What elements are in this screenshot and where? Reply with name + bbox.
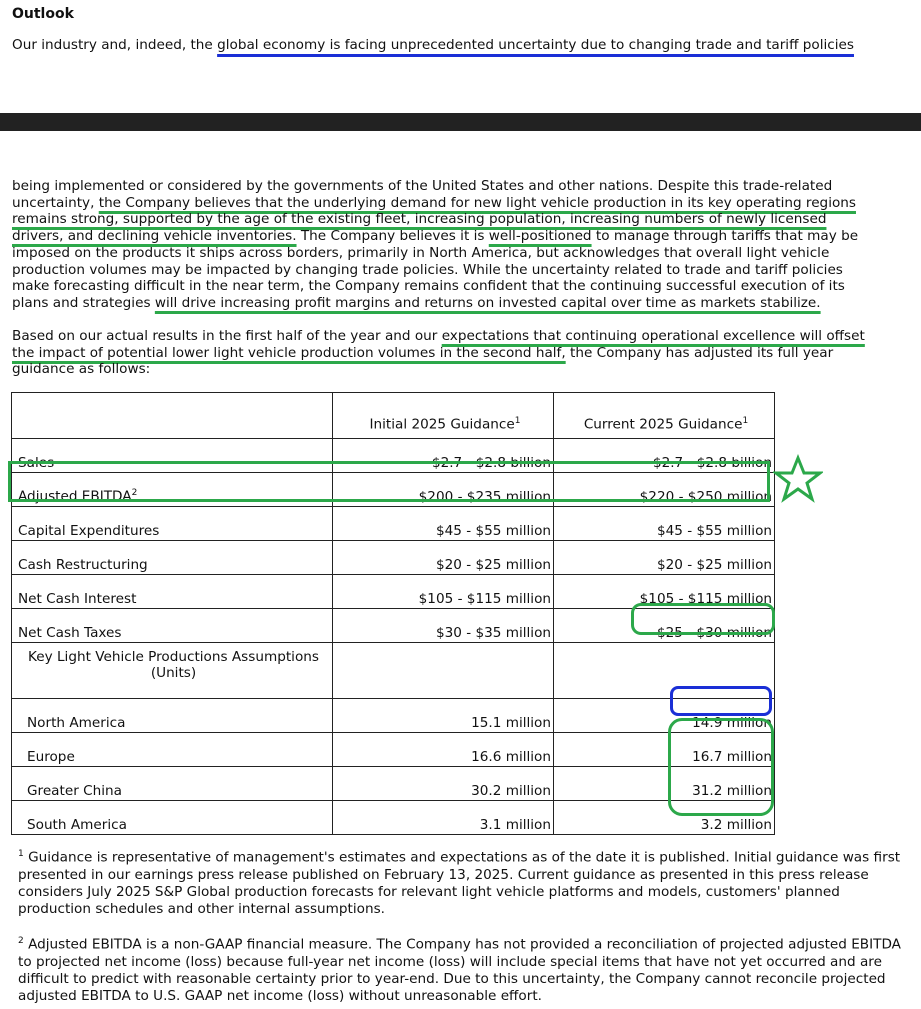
current-value: $220 - $250 million (554, 473, 775, 507)
row-label (12, 575, 333, 609)
table-header-row (12, 393, 775, 439)
label-text: Adjusted EBITDA (18, 489, 132, 505)
text-segment: uncertainty, (12, 194, 99, 211)
initial-value: 16.6 million (333, 733, 554, 767)
current-value: $20 - $25 million (554, 541, 775, 575)
text-line (12, 345, 865, 362)
text-line (12, 295, 858, 312)
highlighted-text: remains strong, supported by the age of the existing fleet, increasing population, increasing numbers of newly licensed (12, 211, 827, 228)
footnote-2 (18, 933, 913, 1005)
table-row (12, 699, 775, 733)
highlighted-text: will drive increasing profit margins and returns on invested capital over time as markets stabilize. (154, 294, 821, 311)
initial-value: $200 - $235 million (333, 473, 554, 507)
star-icon (773, 454, 823, 504)
text-segment: imposed on the products it ships across borders, primarily in North America, but acknowledges that overall light vehicle (12, 244, 830, 261)
text-line (12, 228, 858, 245)
footnote-ref: 1 (514, 416, 521, 427)
header-blank (12, 393, 333, 439)
text-segment: guidance as follows: (12, 361, 151, 378)
current-value: $25 - $30 million (554, 609, 775, 643)
table-row (12, 767, 775, 801)
header-text: Current 2025 Guidance (583, 417, 743, 433)
label-text: Greater China (27, 783, 122, 799)
table-row (12, 541, 775, 575)
section-title: Outlook (12, 6, 74, 22)
page-divider-bar (0, 113, 921, 131)
table-row (12, 801, 775, 835)
row-label (12, 801, 333, 835)
text-line (12, 278, 858, 295)
initial-value: $2.7 - $2.8 billion (333, 439, 554, 473)
initial-value: 30.2 million (333, 767, 554, 801)
highlighted-text: well-positioned (488, 228, 592, 245)
highlighted-text: the impact of potential lower light vehicle production volumes in the second half, (12, 344, 566, 361)
text-line (12, 361, 865, 378)
current-value: 31.2 million (554, 767, 775, 801)
key-assumptions-row (12, 643, 775, 699)
highlighted-text: the Company believes that the underlying demand for new light vehicle production in its key operating regions (98, 194, 856, 211)
text-line (12, 178, 858, 195)
guidance-paragraph (12, 328, 865, 378)
header-text: Initial 2025 Guidance (369, 417, 515, 433)
footnote-text: Adjusted EBITDA is a non-GAAP financial measure. The Company has not provided a reconciliation of projected adjusted EBITDA to projected net income (loss) because full-year net income (loss) will include special items that have not yet occurred and are difficult to predict with reasonable certainty prior to year-end. Due to this uncertainty, the Company cannot reconcile projected adjusted EBITDA to U.S. GAAP net income (loss) without unreasonable effort. (18, 936, 901, 1004)
label-text: South America (27, 817, 127, 833)
text-segment: Based on our actual results in the first half of the year and our (12, 328, 442, 344)
initial-value: $30 - $35 million (333, 609, 554, 643)
current-value: 14.9 million (554, 699, 775, 733)
key-label (12, 643, 333, 699)
annotation-box-regions (668, 718, 774, 816)
annotation-box-north-america (670, 686, 772, 716)
row-label (12, 507, 333, 541)
initial-value: $45 - $55 million (333, 507, 554, 541)
label-text: Net Cash Taxes (18, 625, 122, 641)
footnote-ref: 1 (742, 416, 749, 427)
row-label (12, 733, 333, 767)
highlighted-text: expectations that continuing operational excellence will offset (441, 328, 865, 344)
highlighted-text: drivers, and declining vehicle inventories. (12, 228, 297, 245)
intro-highlight: global economy is facing unprecedented uncertainty due to changing trade and tariff policies (217, 37, 854, 53)
current-value: $105 - $115 million (554, 575, 775, 609)
header-initial (333, 393, 554, 439)
label-text: Capital Expenditures (18, 523, 160, 539)
text-line (12, 328, 865, 345)
label-text: Sales (18, 455, 55, 471)
current-value: 16.7 million (554, 733, 775, 767)
initial-value: 15.1 million (333, 699, 554, 733)
outlook-paragraph (12, 178, 858, 312)
label-text: Europe (27, 749, 75, 765)
key-label-text: Key Light Vehicle Productions Assumptions (28, 649, 319, 665)
text-line (12, 262, 858, 279)
footnote-number: 1 (18, 849, 24, 859)
header-current (554, 393, 775, 439)
key-units: (Units) (150, 665, 197, 681)
label-text: Net Cash Interest (18, 591, 137, 607)
label-text: North America (27, 715, 126, 731)
initial-value: $105 - $115 million (333, 575, 554, 609)
current-value: $2.7 - $2.8 billion (554, 439, 775, 473)
label-text: Cash Restructuring (18, 557, 148, 573)
row-label (12, 609, 333, 643)
text-segment: the Company has adjusted its full year (565, 344, 834, 361)
annotation-box-ebitda (8, 461, 770, 502)
initial-value: $20 - $25 million (333, 541, 554, 575)
text-line (12, 245, 858, 262)
footnote-number: 2 (18, 936, 24, 946)
current-value: $45 - $55 million (554, 507, 775, 541)
footnote-ref: 2 (131, 488, 138, 499)
intro-plain: Our industry and, indeed, the (12, 37, 218, 53)
initial-value: 3.1 million (333, 801, 554, 835)
text-line (12, 211, 858, 228)
intro-text (12, 37, 854, 53)
row-label (12, 699, 333, 733)
row-label (12, 541, 333, 575)
text-segment: The Company believes it is (296, 228, 489, 245)
footnote-text: Guidance is representative of management's estimates and expectations as of the date it is published. Initial guidance was first presented in our earnings press release published on February 13, 2025. Current guidance as presented in this press release considers July 2025 S&P Global production forecasts for relevant light vehicle platforms and models, customers' planned production schedules and other internal assumptions. (18, 849, 901, 917)
table-row (12, 507, 775, 541)
blank-cell (333, 643, 554, 699)
annotation-box-taxes (631, 603, 775, 635)
current-value: 3.2 million (554, 801, 775, 835)
text-segment: plans and strategies (12, 294, 155, 311)
footnote-1 (18, 846, 913, 918)
text-line (12, 195, 858, 212)
row-label (12, 767, 333, 801)
text-segment: to manage through tariffs that may be (591, 228, 859, 245)
table-row (12, 733, 775, 767)
text-segment: being implemented or considered by the governments of the United States and other nations. Despite this trade-related (12, 178, 833, 194)
text-segment: production volumes may be impacted by changing trade policies. While the uncertainty related to trade and tariff policies (12, 261, 843, 278)
text-segment: make forecasting difficult in the near term, the Company remains confident that the continuing successful execution of its (12, 278, 845, 295)
